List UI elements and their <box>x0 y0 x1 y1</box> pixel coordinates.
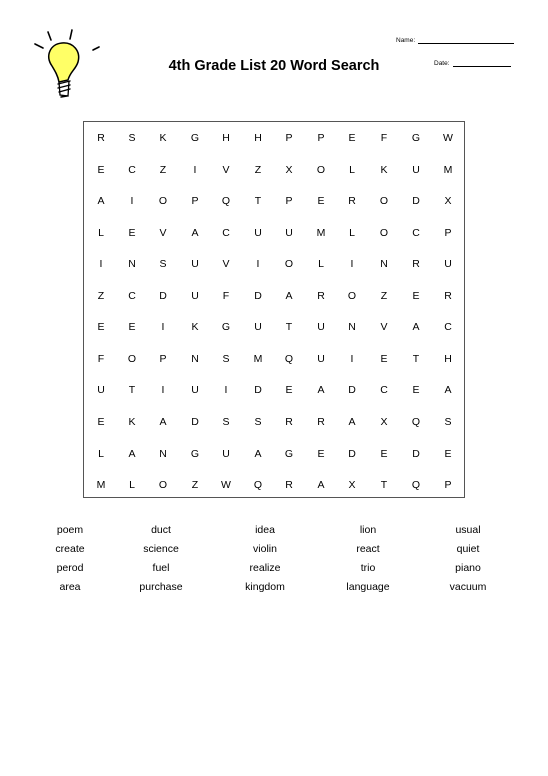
grid-letter[interactable]: U <box>444 258 452 271</box>
grid-letter[interactable]: U <box>191 384 199 397</box>
grid-letter[interactable]: D <box>159 289 167 302</box>
grid-letter[interactable]: K <box>128 415 136 428</box>
grid-row <box>84 349 464 369</box>
word-list-item: language <box>346 581 390 593</box>
grid-letter[interactable]: I <box>350 352 354 365</box>
grid-letter[interactable]: I <box>193 163 197 176</box>
word-list-item: violin <box>253 543 277 555</box>
grid-letter[interactable]: E <box>97 163 105 176</box>
grid-letter[interactable]: W <box>221 479 231 492</box>
grid-letter[interactable]: E <box>97 321 105 334</box>
grid-letter[interactable]: I <box>161 321 165 334</box>
grid-letter[interactable]: F <box>222 289 230 302</box>
grid-letter[interactable]: X <box>348 479 356 492</box>
grid-row <box>84 191 464 211</box>
grid-letter[interactable]: A <box>97 195 105 208</box>
word-list-item: perod <box>56 562 84 574</box>
grid-letter[interactable]: E <box>317 195 325 208</box>
grid-row <box>84 160 464 180</box>
grid-letter[interactable]: S <box>222 352 230 365</box>
grid-letter[interactable]: I <box>256 258 260 271</box>
lightbulb-icon <box>28 26 106 102</box>
grid-letter[interactable]: U <box>412 163 420 176</box>
grid-letter[interactable]: U <box>317 352 325 365</box>
grid-letter[interactable]: I <box>350 258 354 271</box>
grid-letter[interactable]: I <box>224 384 228 397</box>
grid-letter[interactable]: E <box>412 289 420 302</box>
grid-row <box>84 412 464 432</box>
grid-letter[interactable]: W <box>443 132 453 144</box>
grid-letter[interactable]: D <box>348 384 356 397</box>
grid-letter[interactable]: N <box>380 258 388 271</box>
grid-letter[interactable]: D <box>254 384 262 397</box>
grid-row <box>84 286 464 306</box>
grid-letter[interactable]: R <box>444 289 452 302</box>
grid-letter[interactable]: S <box>444 415 452 428</box>
grid-letter[interactable]: U <box>254 321 262 334</box>
grid-letter[interactable]: E <box>348 132 356 144</box>
word-search-grid <box>83 121 465 498</box>
grid-letter[interactable]: E <box>444 447 452 460</box>
grid-letter[interactable]: Q <box>284 352 294 365</box>
word-list-item: duct <box>151 524 171 536</box>
grid-letter[interactable]: C <box>444 321 452 334</box>
word-list-item: trio <box>360 562 376 574</box>
grid-row <box>84 380 464 400</box>
grid-letter[interactable]: H <box>444 352 452 365</box>
grid-letter[interactable]: K <box>191 321 199 334</box>
grid-letter[interactable]: Z <box>254 163 262 176</box>
grid-row <box>84 444 464 464</box>
grid-letter[interactable]: G <box>411 132 421 144</box>
grid-letter[interactable]: O <box>284 258 294 271</box>
grid-letter[interactable]: Z <box>159 163 167 176</box>
grid-letter[interactable]: C <box>128 289 136 302</box>
grid-letter[interactable]: E <box>97 415 105 428</box>
grid-letter[interactable]: A <box>444 384 452 397</box>
name-field[interactable] <box>396 37 514 44</box>
grid-letter[interactable]: S <box>254 415 262 428</box>
grid-letter[interactable]: G <box>190 132 200 144</box>
word-list-row <box>20 560 528 579</box>
grid-letter[interactable]: I <box>130 195 134 208</box>
grid-letter[interactable]: V <box>380 321 388 334</box>
grid-letter[interactable]: T <box>380 479 388 492</box>
grid-letter[interactable]: S <box>222 415 230 428</box>
grid-letter[interactable]: E <box>380 352 388 365</box>
word-list-item: science <box>143 543 179 555</box>
grid-row <box>84 317 464 337</box>
grid-row <box>84 254 464 274</box>
grid-letter[interactable]: N <box>191 352 199 365</box>
grid-letter[interactable]: R <box>285 415 293 428</box>
grid-letter[interactable]: A <box>348 415 356 428</box>
grid-letter[interactable]: A <box>128 447 136 460</box>
grid-letter[interactable]: V <box>159 226 167 239</box>
grid-letter[interactable]: L <box>318 258 324 271</box>
word-list-item: usual <box>455 524 481 536</box>
grid-letter[interactable]: U <box>222 447 230 460</box>
grid-letter[interactable]: U <box>191 289 199 302</box>
grid-letter[interactable]: N <box>159 447 167 460</box>
grid-letter[interactable]: L <box>349 226 355 239</box>
grid-letter[interactable]: P <box>285 132 293 144</box>
grid-letter[interactable]: P <box>317 132 325 144</box>
grid-letter[interactable]: P <box>444 226 452 239</box>
grid-letter[interactable]: C <box>128 163 136 176</box>
grid-letter[interactable]: I <box>161 384 165 397</box>
grid-letter[interactable]: T <box>128 384 136 397</box>
grid-letter[interactable]: R <box>317 415 325 428</box>
grid-letter[interactable]: L <box>98 447 104 460</box>
date-label: Date: <box>434 60 450 67</box>
grid-letter[interactable]: G <box>221 321 231 334</box>
date-blank-line[interactable] <box>453 60 511 67</box>
grid-letter[interactable]: A <box>191 226 199 239</box>
grid-letter[interactable]: R <box>285 479 293 492</box>
grid-letter[interactable]: A <box>159 415 167 428</box>
grid-letter[interactable]: L <box>129 479 135 492</box>
word-list-item: fuel <box>152 562 170 574</box>
word-list-item: poem <box>56 524 84 536</box>
grid-letter[interactable]: E <box>285 384 293 397</box>
grid-letter[interactable]: D <box>191 415 199 428</box>
grid-letter[interactable]: L <box>98 226 104 239</box>
grid-row <box>84 223 464 243</box>
grid-letter[interactable]: A <box>317 384 325 397</box>
grid-letter[interactable]: C <box>412 226 420 239</box>
grid-letter[interactable]: A <box>412 321 420 334</box>
grid-letter[interactable]: P <box>159 352 167 365</box>
word-list-item: area <box>59 581 81 593</box>
grid-letter[interactable]: D <box>412 195 420 208</box>
grid-letter[interactable]: M <box>316 226 326 239</box>
grid-letter[interactable]: P <box>191 195 199 208</box>
grid-letter[interactable]: E <box>412 384 420 397</box>
grid-letter[interactable]: M <box>96 479 106 492</box>
grid-letter[interactable]: U <box>254 226 262 239</box>
grid-letter[interactable]: U <box>97 384 105 397</box>
grid-letter[interactable]: O <box>158 195 168 208</box>
grid-letter[interactable]: S <box>159 258 167 271</box>
grid-letter[interactable]: F <box>380 132 388 144</box>
grid-letter[interactable]: Q <box>411 479 421 492</box>
grid-letter[interactable]: S <box>128 132 136 144</box>
grid-letter[interactable]: M <box>253 352 263 365</box>
grid-row <box>84 128 464 148</box>
grid-letter[interactable]: X <box>444 195 452 208</box>
grid-letter[interactable]: N <box>348 321 356 334</box>
grid-letter[interactable]: Q <box>221 195 231 208</box>
grid-letter[interactable]: V <box>222 163 230 176</box>
word-list-row <box>20 541 528 560</box>
grid-letter[interactable]: O <box>158 479 168 492</box>
grid-letter[interactable]: Z <box>380 289 388 302</box>
grid-letter[interactable]: O <box>379 226 389 239</box>
grid-letter[interactable]: A <box>317 479 325 492</box>
date-field[interactable] <box>434 60 511 67</box>
grid-letter[interactable]: K <box>159 132 167 144</box>
word-list-item: vacuum <box>449 581 487 593</box>
grid-letter[interactable]: R <box>97 132 105 144</box>
grid-letter[interactable]: K <box>380 163 388 176</box>
grid-letter[interactable]: Q <box>411 415 421 428</box>
grid-letter[interactable]: H <box>222 132 230 144</box>
grid-letter[interactable]: G <box>190 447 200 460</box>
grid-letter[interactable]: D <box>254 289 262 302</box>
grid-letter[interactable]: U <box>191 258 199 271</box>
word-list-row <box>20 522 528 541</box>
grid-letter[interactable]: U <box>285 226 293 239</box>
grid-letter[interactable]: P <box>285 195 293 208</box>
grid-letter[interactable]: A <box>254 447 262 460</box>
word-list-item: piano <box>455 562 481 574</box>
grid-letter[interactable]: R <box>317 289 325 302</box>
grid-letter[interactable]: C <box>222 226 230 239</box>
grid-letter[interactable]: H <box>254 132 262 144</box>
word-list-item: create <box>55 543 85 555</box>
grid-letter[interactable]: D <box>348 447 356 460</box>
grid-letter[interactable]: M <box>443 163 453 176</box>
grid-letter[interactable]: V <box>222 258 230 271</box>
grid-letter[interactable]: X <box>380 415 388 428</box>
grid-letter[interactable]: N <box>128 258 136 271</box>
grid-letter[interactable]: E <box>128 226 136 239</box>
grid-letter[interactable]: O <box>127 352 137 365</box>
grid-letter[interactable]: Z <box>191 479 199 492</box>
grid-letter[interactable]: O <box>347 289 357 302</box>
grid-letter[interactable]: Z <box>97 289 105 302</box>
grid-letter[interactable]: T <box>412 352 420 365</box>
word-list-item: idea <box>255 524 275 536</box>
grid-letter[interactable]: E <box>128 321 136 334</box>
grid-row <box>84 475 464 495</box>
grid-letter[interactable]: T <box>254 195 262 208</box>
grid-letter[interactable]: R <box>412 258 420 271</box>
page-title: 4th Grade List 20 Word Search <box>168 58 380 74</box>
word-list-item: purchase <box>139 581 183 593</box>
grid-letter[interactable]: E <box>317 447 325 460</box>
word-list-row <box>20 579 528 598</box>
word-list-item: lion <box>359 524 377 536</box>
word-list-item: react <box>356 543 380 555</box>
grid-letter[interactable]: O <box>379 195 389 208</box>
grid-letter[interactable]: X <box>285 163 293 176</box>
grid-letter[interactable]: P <box>444 479 452 492</box>
name-label: Name: <box>396 37 416 44</box>
grid-letter[interactable]: U <box>317 321 325 334</box>
grid-letter[interactable]: D <box>412 447 420 460</box>
grid-letter[interactable]: Q <box>253 479 263 492</box>
grid-letter[interactable]: G <box>284 447 294 460</box>
grid-letter[interactable]: E <box>380 447 388 460</box>
grid-letter[interactable]: T <box>285 321 293 334</box>
grid-letter[interactable]: L <box>349 163 355 176</box>
word-list-item: realize <box>249 562 281 574</box>
grid-letter[interactable]: C <box>380 384 388 397</box>
grid-letter[interactable]: I <box>99 258 103 271</box>
grid-letter[interactable]: R <box>348 195 356 208</box>
grid-letter[interactable]: A <box>285 289 293 302</box>
word-list-item: kingdom <box>245 581 285 593</box>
word-list-item: quiet <box>456 543 480 555</box>
name-blank-line[interactable] <box>418 37 514 44</box>
grid-letter[interactable]: F <box>97 352 105 365</box>
grid-letter[interactable]: O <box>316 163 326 176</box>
